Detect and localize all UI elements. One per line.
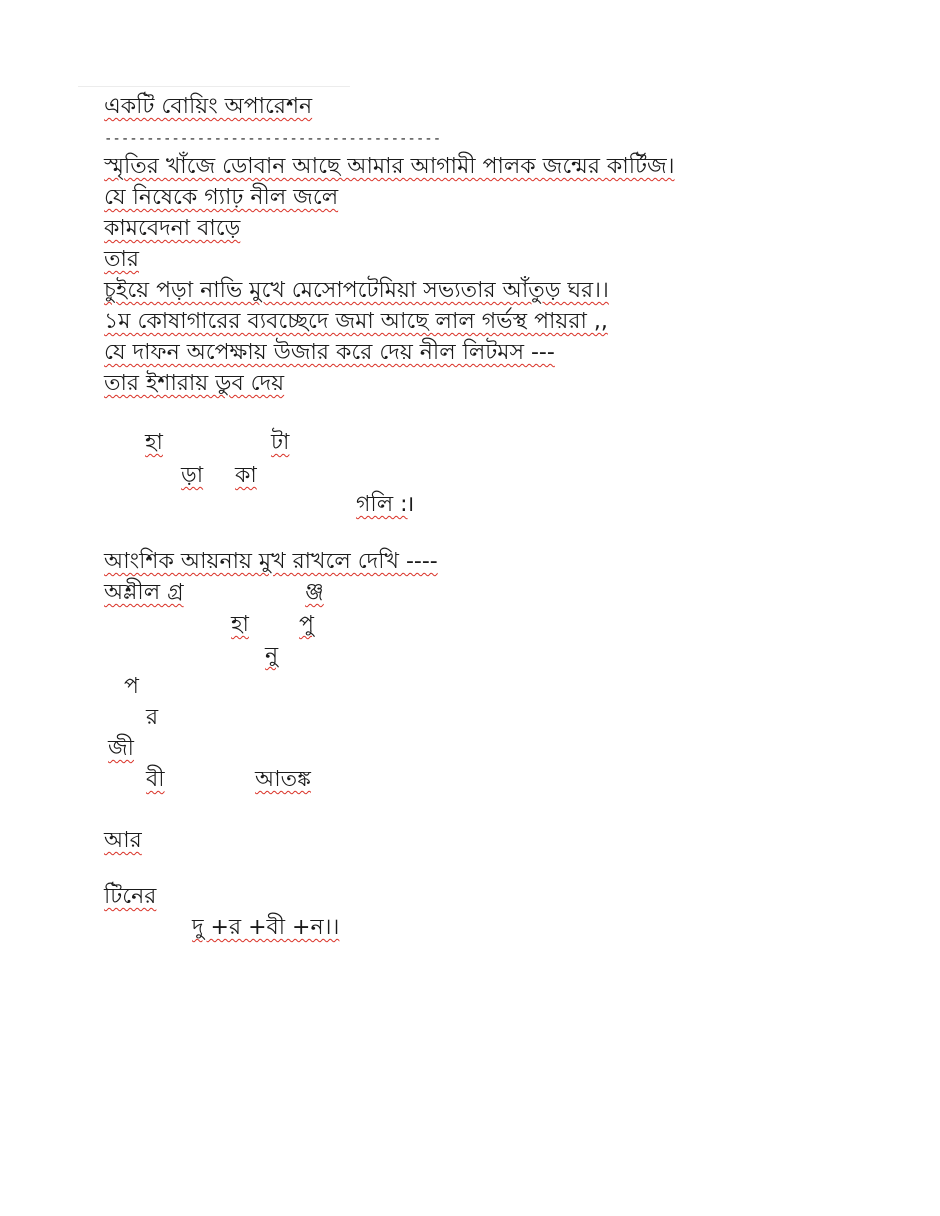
- stanza2-nu: নু: [265, 643, 279, 668]
- stanza1-line4: তার: [104, 247, 139, 272]
- scatter-ta: টা: [271, 430, 290, 455]
- stanza1-line7: যে দাফন অপেক্ষায় উজার করে দেয় নীল লিটমস ---: [104, 340, 555, 365]
- stanza2-atonko: আতঙ্ক: [255, 767, 311, 792]
- stanza1-line8: তার ইশারায় ডুব দেয়: [104, 371, 285, 396]
- stanza1-line2: যে নিষেকে গ্যাঢ় নীল জলে: [104, 185, 339, 210]
- page-top-border: [78, 86, 350, 87]
- title-divider: ----------------------------------------: [104, 131, 442, 147]
- stanza1-line5: চুইয়ে পড়া নাভি মুখে মেসোপটেমিয়া সভ্যতার আঁতুড় ঘর।।: [104, 278, 609, 303]
- stanza2-ji: জী: [108, 736, 134, 761]
- scatter-goli-mark: ।: [406, 492, 415, 517]
- ending-final: দু +র +বী +ন।।: [192, 915, 340, 940]
- scatter-ra: ড়া: [181, 463, 204, 488]
- stanza2-ha: হা: [231, 612, 249, 637]
- scatter-ka: কা: [235, 463, 257, 488]
- ending-ar: আর: [104, 828, 142, 853]
- stanza2-bi: বী: [146, 767, 165, 792]
- poem-title: একটি বোয়িং অপারেশন: [104, 94, 313, 119]
- stanza2-line1: আংশিক আয়নায় মুখ রাখলে দেখি ----: [104, 549, 438, 574]
- stanza2-pa: প: [124, 674, 139, 699]
- stanza2-line2a: অশ্লীল গ্র: [104, 580, 184, 605]
- scatter-goli: গলি :: [356, 492, 408, 517]
- stanza2-ro: র: [146, 705, 159, 730]
- stanza2-line2b: ঞ্জ: [305, 580, 324, 605]
- scatter-ha: হা: [145, 430, 163, 455]
- stanza1-line3: কামবেদনা বাড়ে: [104, 216, 241, 241]
- stanza1-line6: ১ম কোষাগারের ব্যবচ্ছেদে জমা আছে লাল গর্ভস্থ পায়রা ,,: [104, 309, 608, 334]
- stanza1-line1: স্মৃতির খাঁজে ডোবান আছে আমার আগামী পালক জন্মের কার্টিজ।: [104, 154, 675, 179]
- stanza2-pu: পু: [299, 612, 314, 637]
- ending-tiner: টিনের: [104, 884, 157, 909]
